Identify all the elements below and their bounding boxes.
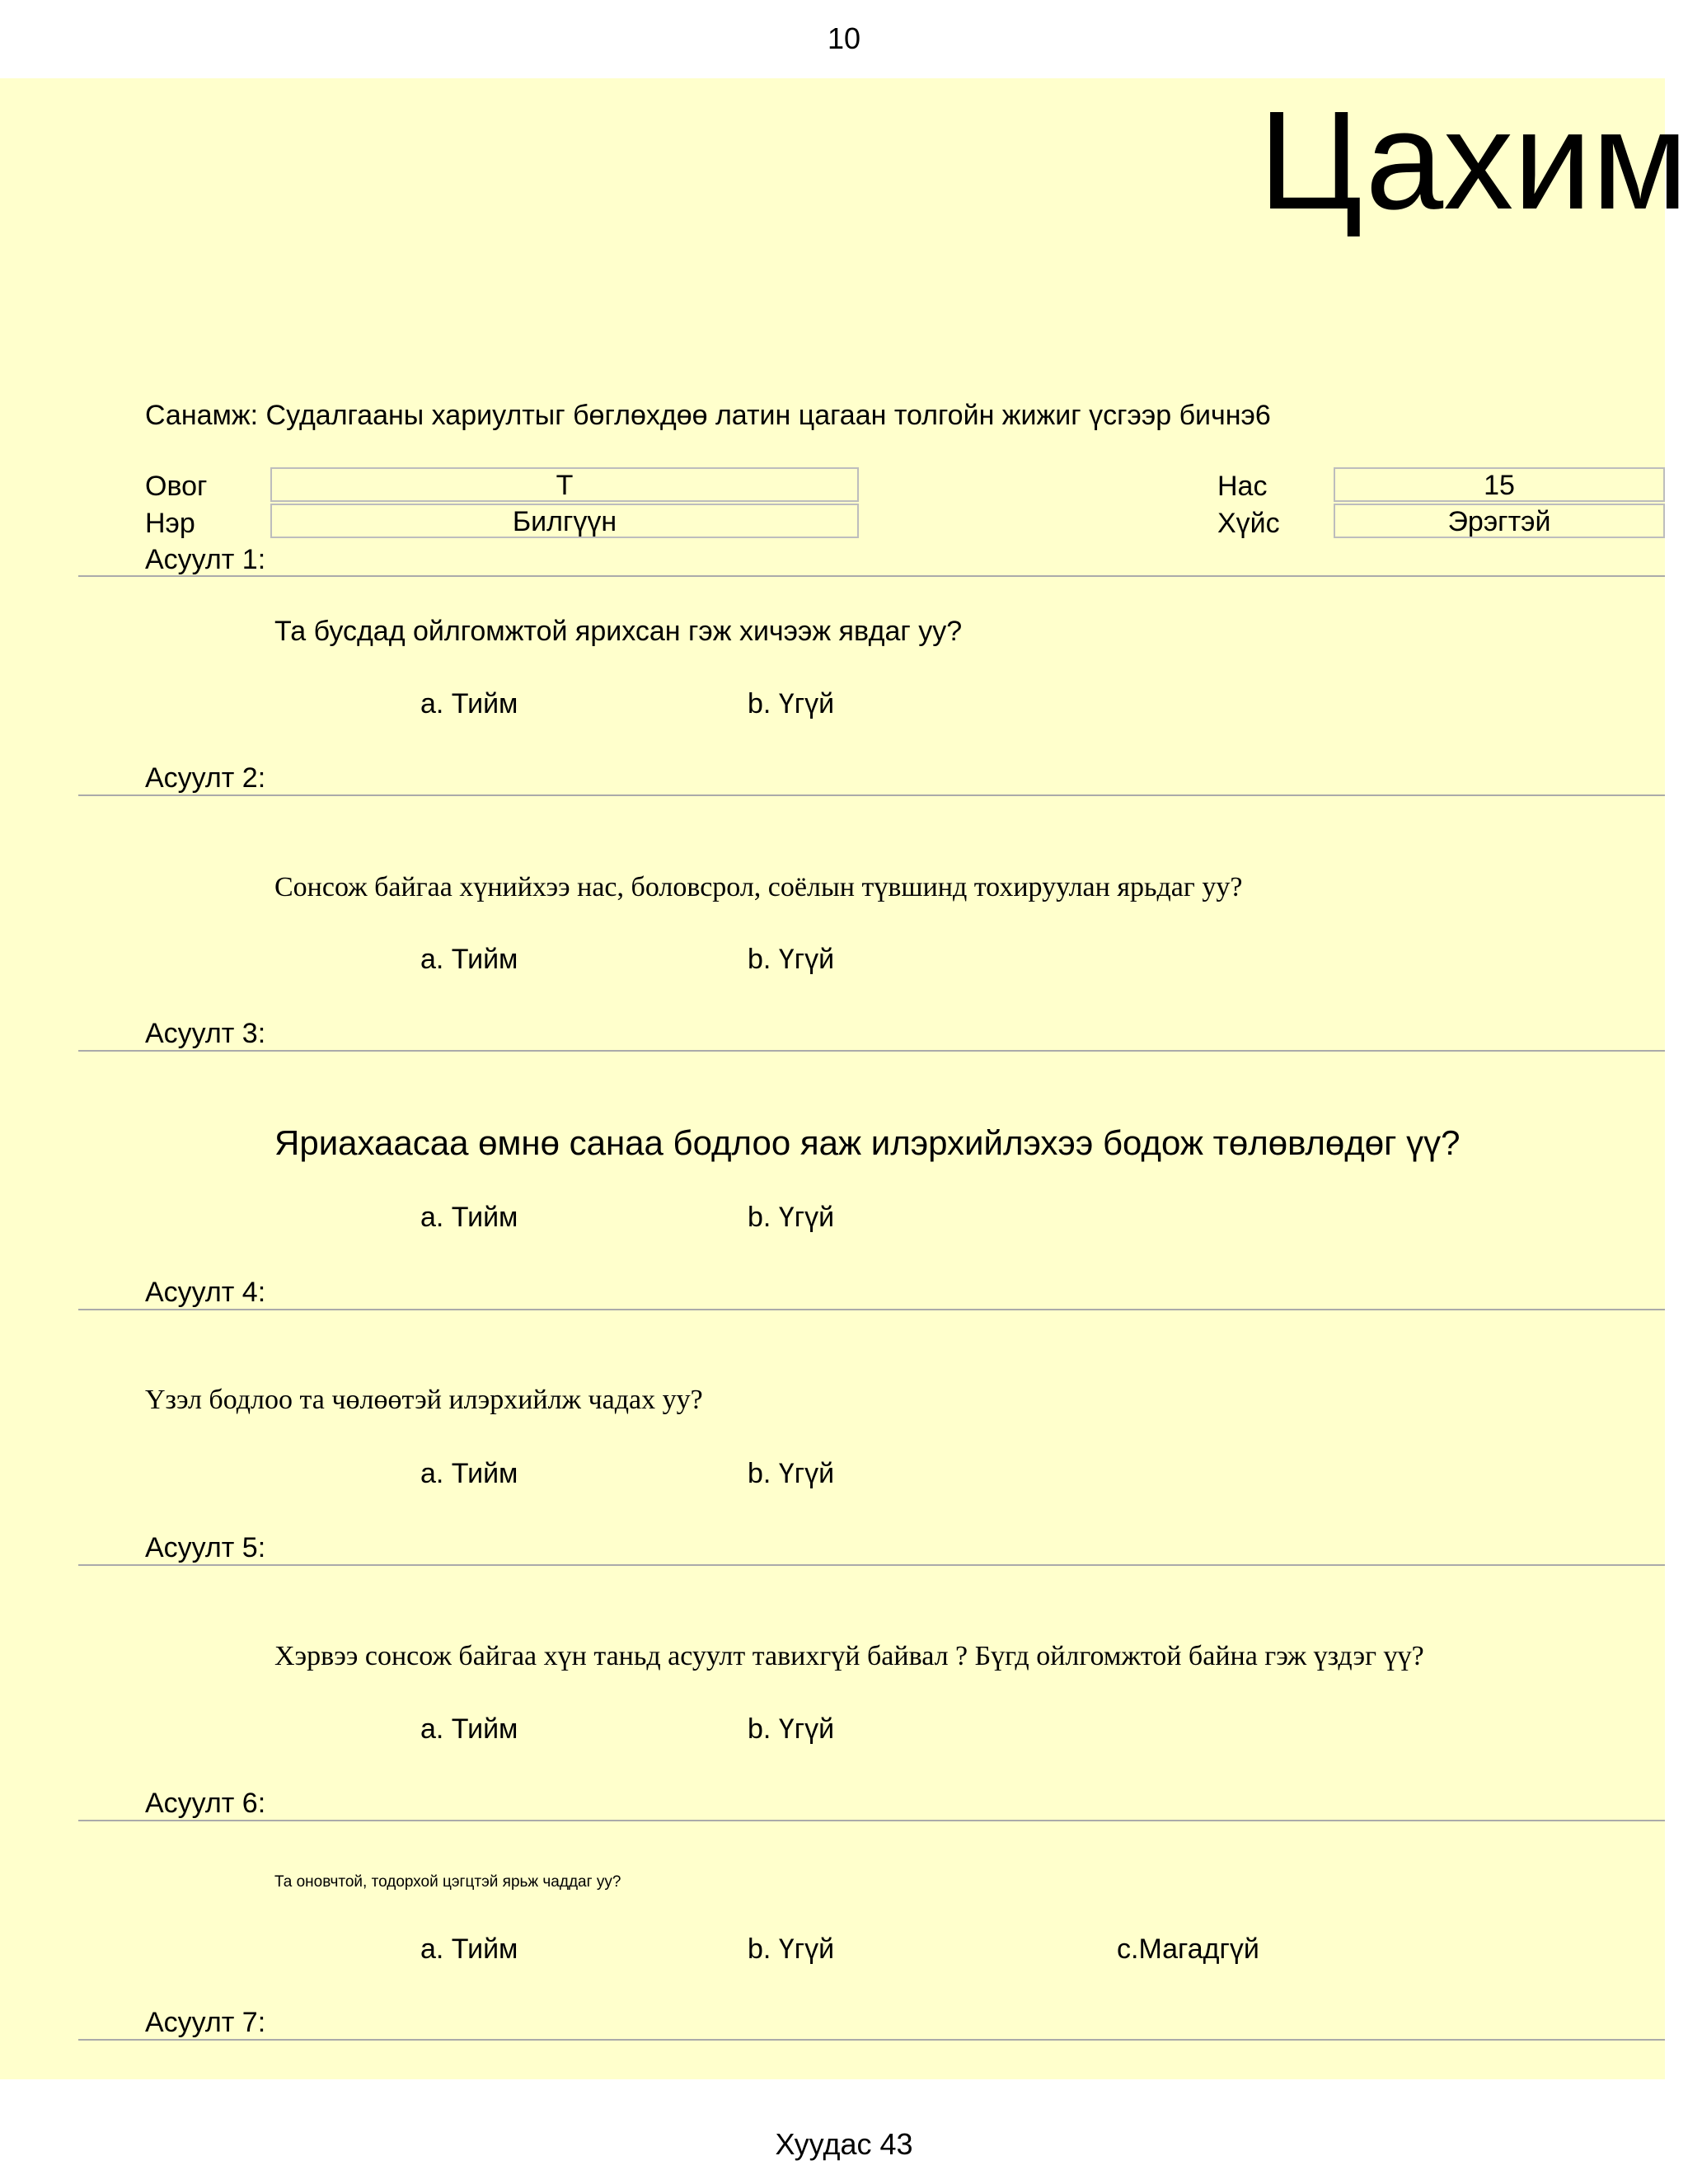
gender-field[interactable]: Эрэгтэй	[1334, 504, 1665, 538]
page-number: 10	[827, 21, 861, 55]
divider	[78, 1820, 1665, 1821]
question-5-option-a[interactable]: a. Тийм	[420, 1713, 518, 1745]
question-1-text: Та бусдад ойлгомжтой ярихсан гэж хичээж явдаг уу?	[274, 616, 963, 647]
age-field[interactable]: 15	[1334, 467, 1665, 502]
question-5-label: Асуулт 5:	[145, 1532, 266, 1563]
question-6-label: Асуулт 6:	[145, 1788, 266, 1819]
question-4-option-a[interactable]: a. Тийм	[420, 1458, 518, 1489]
question-3-label: Асуулт 3:	[145, 1018, 266, 1049]
instruction-note: Санамж: Судалгааны хариултыг бөглөхдөө латин цагаан толгойн жижиг үсгээр бичнэ6	[145, 400, 1271, 431]
surname-field[interactable]: Т	[270, 467, 859, 502]
question-3-option-a[interactable]: a. Тийм	[420, 1202, 518, 1233]
question-2-option-a[interactable]: a. Тийм	[420, 944, 518, 975]
page-title: Цахим	[1259, 82, 1688, 239]
divider	[78, 1309, 1665, 1310]
divider	[78, 575, 1665, 577]
question-5-option-b[interactable]: b. Үгүй	[748, 1713, 835, 1745]
question-4-option-b[interactable]: b. Үгүй	[748, 1458, 835, 1489]
question-2-option-b[interactable]: b. Үгүй	[748, 944, 835, 975]
gender-label: Хүйс	[1217, 508, 1280, 539]
question-1-label: Асуулт 1:	[145, 544, 266, 575]
divider	[78, 1564, 1665, 1566]
survey-sheet	[0, 78, 1665, 2079]
question-4-text: Үзэл бодлоо та чөлөөтэй илэрхийлж чадах уу?	[145, 1385, 703, 1415]
divider	[78, 1050, 1665, 1052]
question-6-option-b[interactable]: b. Үгүй	[748, 1933, 835, 1965]
question-6-option-c[interactable]: c.Магадгүй	[1117, 1933, 1259, 1965]
divider	[78, 2039, 1665, 2041]
question-6-option-a[interactable]: a. Тийм	[420, 1933, 518, 1965]
age-label: Нас	[1217, 471, 1268, 502]
question-7-label: Асуулт 7:	[145, 2007, 266, 2038]
question-1-option-a[interactable]: a. Тийм	[420, 688, 518, 719]
divider	[78, 794, 1665, 796]
question-2-text: Сонсож байгаа хүнийхээ нас, боловсрол, соёлын түвшинд тохируулан ярьдаг уу?	[274, 872, 1243, 902]
question-4-label: Асуулт 4:	[145, 1277, 266, 1308]
name-label: Нэр	[145, 508, 195, 539]
name-field[interactable]: Билгүүн	[270, 504, 859, 538]
question-6-text: Та оновчтой, тодорхой цэгцтэй ярьж чаддаг уу?	[274, 1873, 621, 1891]
question-1-option-b[interactable]: b. Үгүй	[748, 688, 835, 719]
surname-label: Овог	[145, 471, 208, 502]
question-5-text: Хэрвээ сонсож байгаа хүн таньд асуулт тавихгүй байвал ? Бүгд ойлгомжтой байна гэж үздэг үү?	[274, 1641, 1424, 1671]
question-3-option-b[interactable]: b. Үгүй	[748, 1202, 835, 1233]
question-3-text: Яриахаасаа өмнө санаа бодлоо яаж илэрхийлэхээ бодож төлөвлөдөг үү?	[274, 1123, 1461, 1162]
page-footer: Хуудас 43	[775, 2127, 913, 2161]
question-2-label: Асуулт 2:	[145, 762, 266, 794]
